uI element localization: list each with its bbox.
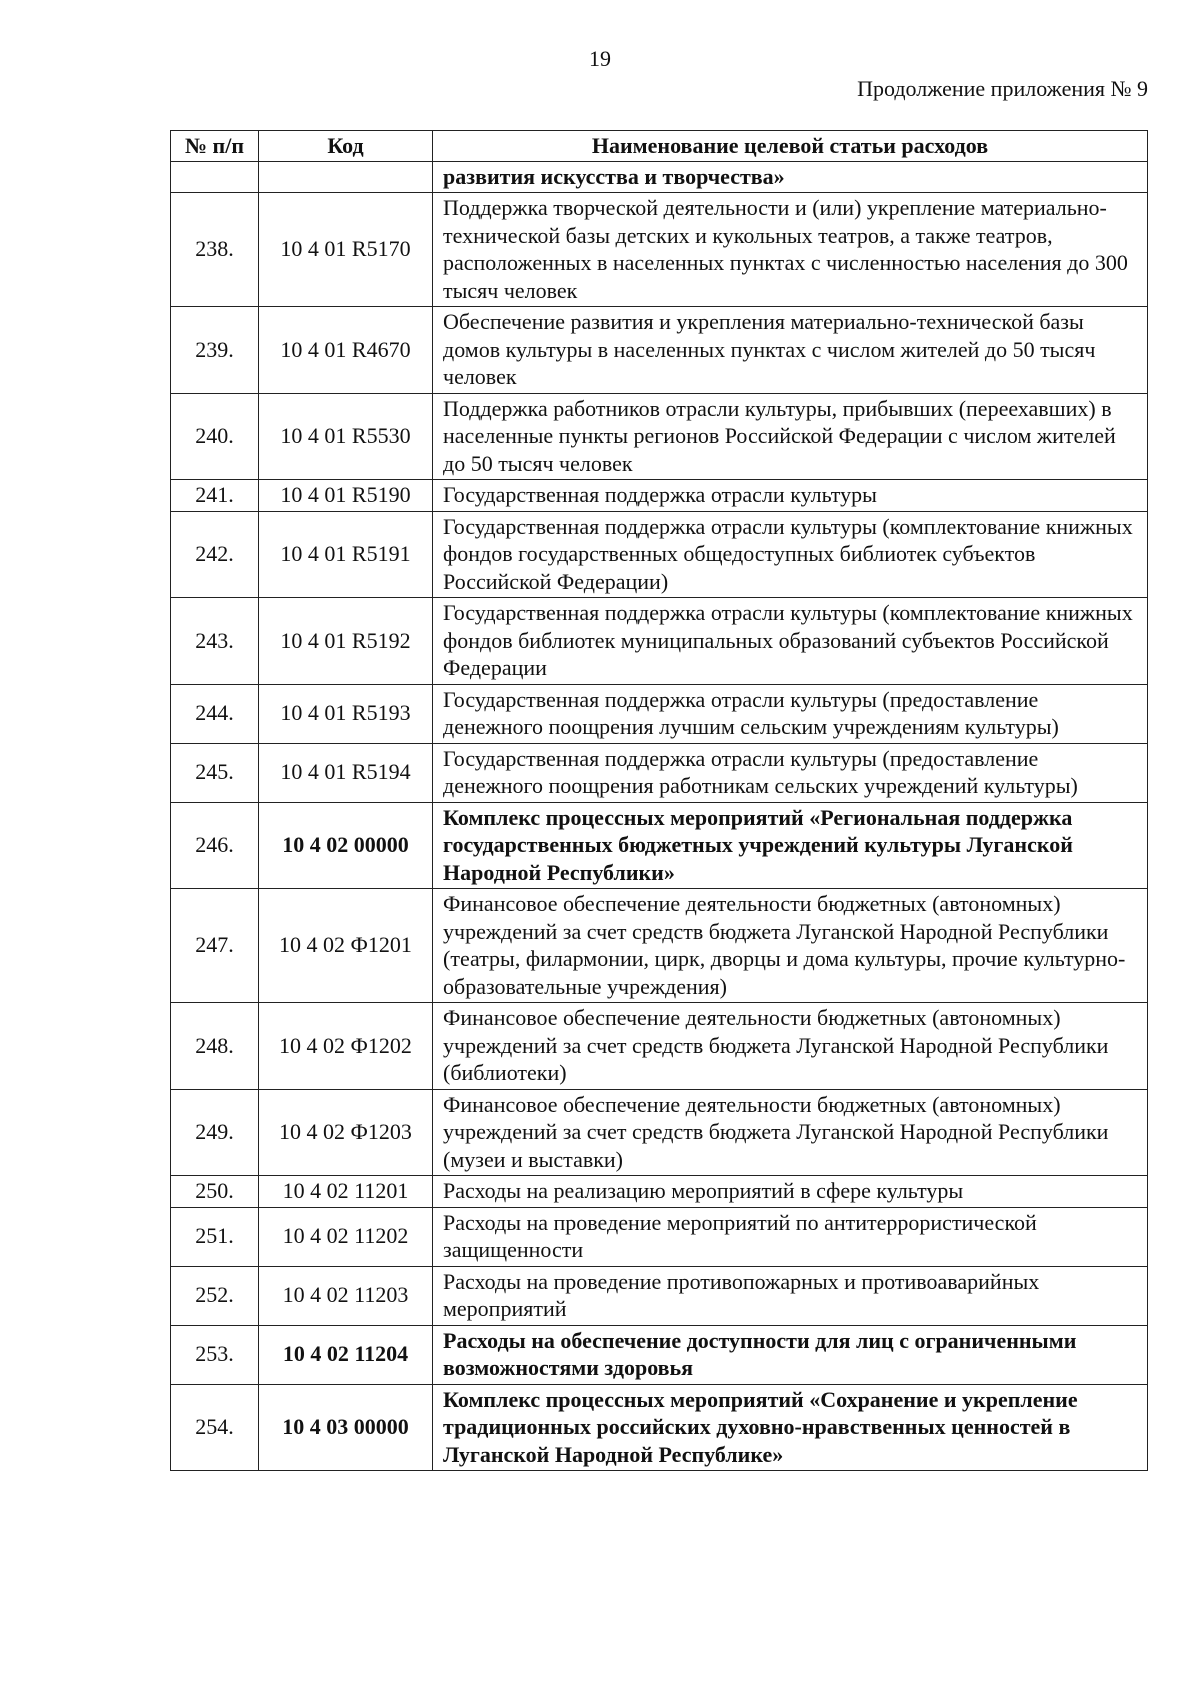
row-name: Финансовое обеспечение деятельности бюджетных (автономных) учреждений за счет средств бюджета Луганской Народной Республики (музеи и выставки) [433,1089,1148,1176]
continuation-name-cell: развития искусства и творчества» [433,161,1148,193]
row-number: 251. [171,1207,259,1266]
header-code: Код [259,131,433,162]
table-row [171,802,1148,889]
row-code: 10 4 02 11202 [259,1207,433,1266]
row-number: 243. [171,598,259,685]
row-name: Расходы на проведение мероприятий по антитеррористической защищенности [433,1207,1148,1266]
table-body [171,161,1148,1471]
row-number: 241. [171,480,259,512]
table-row [171,393,1148,480]
row-name: Финансовое обеспечение деятельности бюджетных (автономных) учреждений за счет средств бюджета Луганской Народной Республики (библиотеки) [433,1003,1148,1090]
header-number: № п/п [171,131,259,162]
row-name: Обеспечение развития и укрепления материально-технической базы домов культуры в населенных пунктах с числом жителей до 50 тысяч человек [433,307,1148,394]
table-row [171,193,1148,307]
row-number: 239. [171,307,259,394]
row-name: Комплекс процессных мероприятий «Региональная поддержка государственных бюджетных учреждений культуры Луганской Народной Республики» [433,802,1148,889]
row-name: Государственная поддержка отрасли культуры (предоставление денежного поощрения работникам сельских учреждений культуры) [433,743,1148,802]
table-row [171,1207,1148,1266]
row-number: 245. [171,743,259,802]
row-code: 10 4 02 11204 [259,1325,433,1384]
expense-articles-table [170,130,1148,1471]
row-code: 10 4 02 11203 [259,1266,433,1325]
table-row [171,598,1148,685]
row-code: 10 4 01 R5192 [259,598,433,685]
row-number: 253. [171,1325,259,1384]
row-name: Государственная поддержка отрасли культуры [433,480,1148,512]
row-code: 10 4 01 R5530 [259,393,433,480]
header-name: Наименование целевой статьи расходов [433,131,1148,162]
continuation-row [171,161,1148,193]
row-name: Государственная поддержка отрасли культуры (комплектование книжных фондов государственных общедоступных библиотек субъектов Российской Федерации) [433,511,1148,598]
table-row [171,1325,1148,1384]
row-name: Расходы на обеспечение доступности для лиц с ограниченными возможностями здоровья [433,1325,1148,1384]
table-row [171,889,1148,1003]
table-row [171,1003,1148,1090]
row-number: 249. [171,1089,259,1176]
row-name: Финансовое обеспечение деятельности бюджетных (автономных) учреждений за счет средств бюджета Луганской Народной Республики (театры, филармонии, цирк, дворцы и дома культуры, прочие культурно-образовательные учреждения) [433,889,1148,1003]
table-row [171,743,1148,802]
row-code: 10 4 01 R5191 [259,511,433,598]
row-code: 10 4 02 Ф1203 [259,1089,433,1176]
row-code: 10 4 03 00000 [259,1384,433,1471]
row-number: 250. [171,1176,259,1208]
table-row [171,1384,1148,1471]
row-name: Поддержка работников отрасли культуры, прибывших (переехавших) в населенные пункты регионов Российской Федерации с числом жителей до 50 тысяч человек [433,393,1148,480]
row-name: Государственная поддержка отрасли культуры (предоставление денежного поощрения лучшим сельским учреждениям культуры) [433,684,1148,743]
row-number: 248. [171,1003,259,1090]
row-code: 10 4 01 R4670 [259,307,433,394]
row-number: 244. [171,684,259,743]
appendix-continuation-label: Продолжение приложения № 9 [857,76,1148,101]
row-number: 247. [171,889,259,1003]
continuation-code-cell [259,161,433,193]
row-number: 242. [171,511,259,598]
row-number: 246. [171,802,259,889]
row-number: 254. [171,1384,259,1471]
row-name: Комплекс процессных мероприятий «Сохранение и укрепление традиционных российских духовно-нравственных ценностей в Луганской Народной Республике» [433,1384,1148,1471]
table-row [171,1176,1148,1208]
row-name: Расходы на реализацию мероприятий в сфере культуры [433,1176,1148,1208]
row-number: 252. [171,1266,259,1325]
row-code: 10 4 01 R5193 [259,684,433,743]
row-name: Государственная поддержка отрасли культуры (комплектование книжных фондов библиотек муниципальных образований субъектов Российской Федерации [433,598,1148,685]
table-row [171,511,1148,598]
page-number: 19 [589,46,611,71]
row-code: 10 4 01 R5170 [259,193,433,307]
row-number: 240. [171,393,259,480]
table-row [171,684,1148,743]
row-code: 10 4 01 R5194 [259,743,433,802]
row-code: 10 4 02 11201 [259,1176,433,1208]
table-row [171,480,1148,512]
row-name: Поддержка творческой деятельности и (или) укрепление материально-технической базы детских и кукольных театров, а также театров, расположенных в населенных пунктах с численностью населения до 300 тысяч человек [433,193,1148,307]
row-code: 10 4 02 00000 [259,802,433,889]
table-row [171,1089,1148,1176]
table-header-row [171,131,1148,162]
row-code: 10 4 02 Ф1202 [259,1003,433,1090]
table-row [171,1266,1148,1325]
table-row [171,307,1148,394]
row-code: 10 4 02 Ф1201 [259,889,433,1003]
row-number: 238. [171,193,259,307]
continuation-number-cell [171,161,259,193]
row-name: Расходы на проведение противопожарных и противоаварийных мероприятий [433,1266,1148,1325]
row-code: 10 4 01 R5190 [259,480,433,512]
